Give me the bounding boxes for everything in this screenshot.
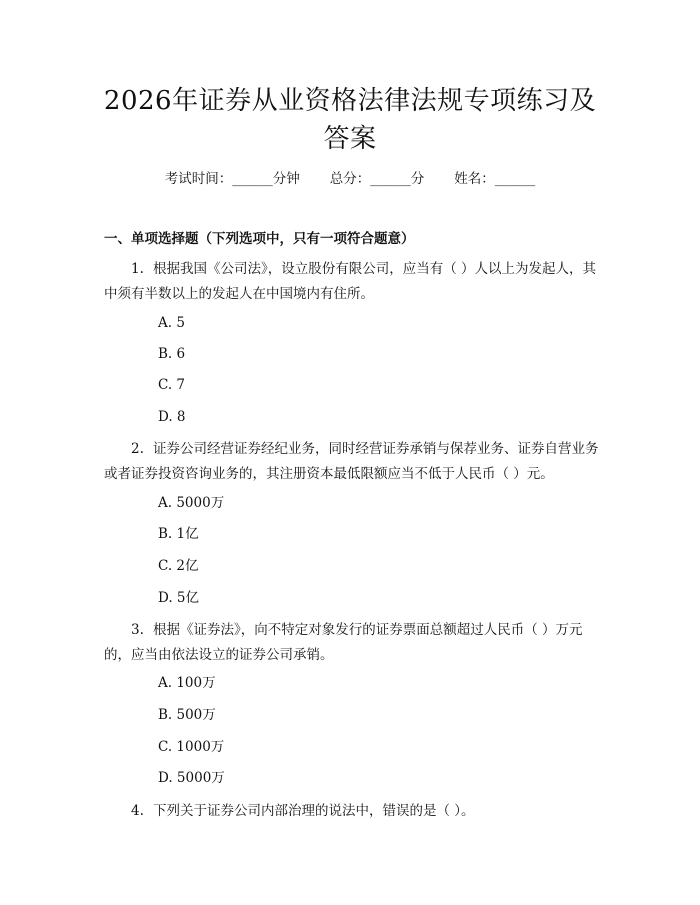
question-1 bbox=[104, 257, 604, 307]
question-text: 证券公司经营证券经纪业务，同时经营证券承销与保荐业务、证券自营业务或者证券投资咨询业务的，其注册资本最低限额应当不低于人民币（ ）元。 bbox=[104, 441, 599, 482]
question-3 bbox=[104, 618, 604, 668]
option-b: B. 6 bbox=[158, 346, 186, 362]
question-text: 根据我国《公司法》，设立股份有限公司，应当有（ ）人以上为发起人，其中须有半数以上的发起人在中国境内有住所。 bbox=[104, 261, 597, 302]
option-c: C. 1000万 bbox=[158, 739, 225, 755]
option-d: D. 5000万 bbox=[158, 770, 225, 786]
question-text: 根据《证券法》，向不特定对象发行的证券票面总额超过人民币（ ）万元的，应当由依法设立的证券公司承销。 bbox=[104, 622, 583, 663]
option-d: D. 5亿 bbox=[158, 590, 200, 606]
section-heading: 一、单项选择题（下列选项中，只有一项符合题意） bbox=[104, 231, 415, 247]
option-a: A. 5 bbox=[158, 315, 185, 331]
name-field: 姓名：______ bbox=[454, 171, 536, 187]
option-a: A. 100万 bbox=[158, 675, 216, 691]
question-number: 2. bbox=[131, 441, 144, 457]
total-score-field: 总分：______分 bbox=[329, 171, 425, 187]
option-a: A. 5000万 bbox=[158, 495, 225, 511]
option-d: D. 8 bbox=[158, 409, 186, 425]
question-number: 1. bbox=[131, 261, 144, 277]
question-number: 4. bbox=[131, 803, 144, 819]
option-b: B. 1亿 bbox=[158, 526, 199, 542]
question-number: 3. bbox=[131, 622, 144, 638]
question-4 bbox=[104, 799, 604, 824]
option-b: B. 500万 bbox=[158, 707, 216, 723]
document-title: 2026年证券从业资格法律法规专项练习及答案 bbox=[103, 86, 597, 154]
exam-info-line bbox=[0, 170, 700, 188]
question-2 bbox=[104, 437, 604, 487]
option-c: C. 7 bbox=[158, 377, 186, 393]
question-text: 下列关于证券公司内部治理的说法中，错误的是（ ）。 bbox=[153, 803, 475, 819]
option-c: C. 2亿 bbox=[158, 558, 199, 574]
exam-time-field: 考试时间：______分钟 bbox=[164, 171, 300, 187]
